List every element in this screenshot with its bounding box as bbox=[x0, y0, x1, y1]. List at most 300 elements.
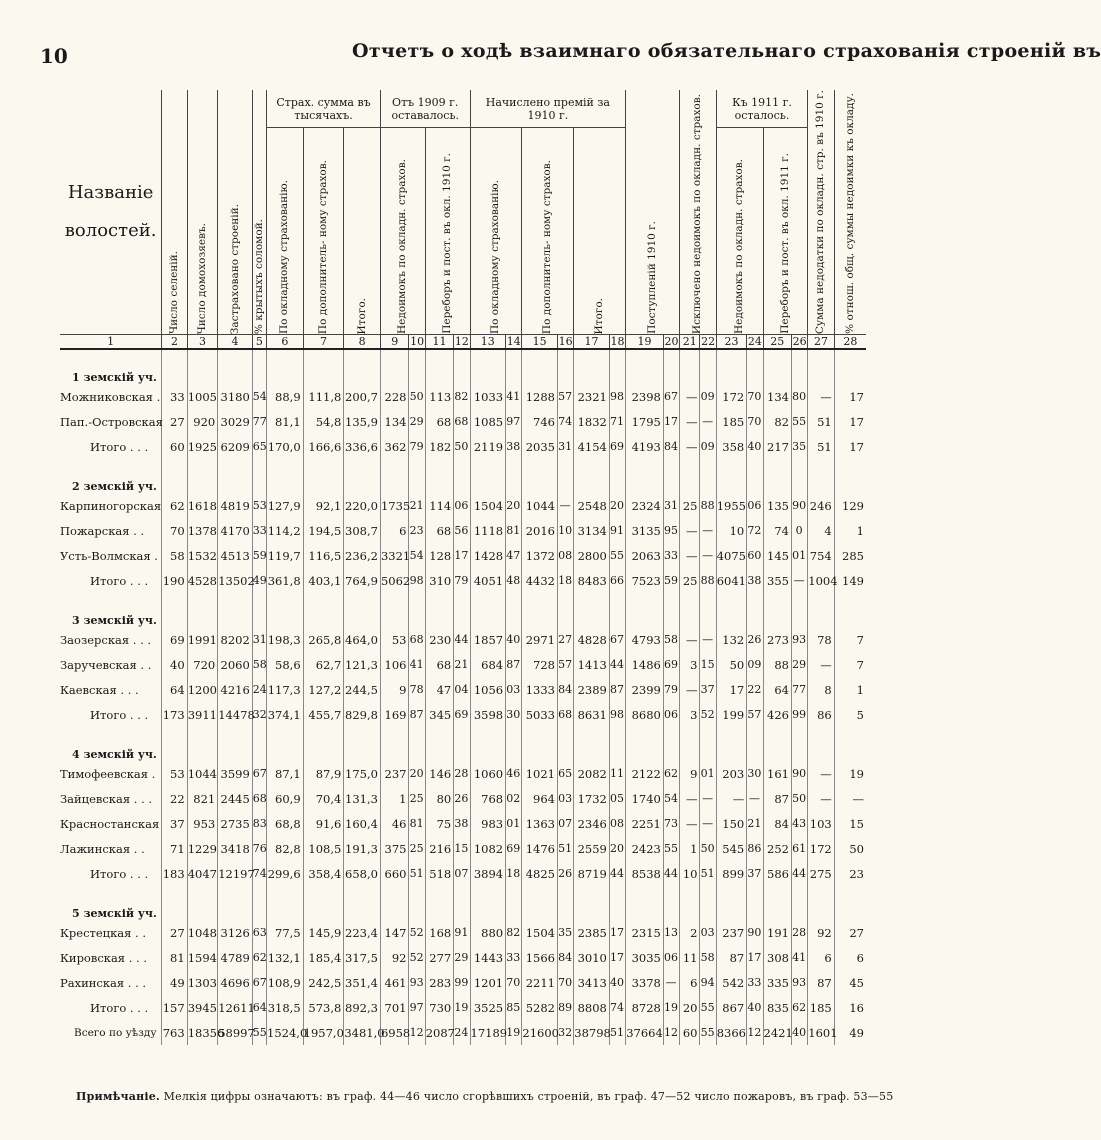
table-cell: 1413 bbox=[574, 652, 610, 677]
table-cell bbox=[763, 727, 791, 761]
table-cell: 2800 bbox=[574, 543, 610, 568]
table-cell: 44 bbox=[609, 652, 625, 677]
table-cell: 128 bbox=[425, 543, 453, 568]
table-cell: 1955 bbox=[716, 493, 747, 518]
column-number: 26 bbox=[792, 335, 807, 349]
table-cell: 62,7 bbox=[303, 652, 344, 677]
table-cell bbox=[162, 459, 187, 493]
table-cell: 93 bbox=[791, 627, 807, 652]
table-cell: 2423 bbox=[626, 836, 664, 861]
table-cell: 1832 bbox=[574, 409, 610, 434]
table-cell bbox=[747, 886, 763, 920]
table-cell: 84 bbox=[557, 945, 573, 970]
table-cell: 61 bbox=[791, 836, 807, 861]
table-cell bbox=[380, 593, 408, 627]
table-cell: 03 bbox=[700, 920, 716, 945]
table-cell: 3894 bbox=[470, 861, 506, 886]
table-cell: 4170 bbox=[218, 518, 253, 543]
table-cell: 88 bbox=[700, 568, 716, 593]
table-cell: 829,8 bbox=[344, 702, 381, 727]
table-cell: 32 bbox=[557, 1020, 573, 1045]
table-cell: 41 bbox=[506, 384, 522, 409]
table-cell: 1594 bbox=[187, 945, 218, 970]
column-number: 24 bbox=[747, 335, 762, 349]
table-cell: 355 bbox=[763, 568, 791, 593]
section-row bbox=[60, 459, 866, 493]
table-cell: 02 bbox=[506, 786, 522, 811]
table-cell: 1428 bbox=[470, 543, 506, 568]
table-cell: 40 bbox=[506, 627, 522, 652]
table-cell: 4789 bbox=[218, 945, 253, 970]
table-row bbox=[60, 945, 866, 970]
table-cell: 67 bbox=[252, 761, 266, 786]
table-cell bbox=[252, 459, 266, 493]
table-cell: 97 bbox=[506, 409, 522, 434]
table-cell bbox=[409, 459, 425, 493]
table-cell bbox=[791, 349, 807, 384]
column-number: 18 bbox=[610, 335, 625, 349]
table-cell: 40 bbox=[747, 434, 763, 459]
table-cell: 74 bbox=[252, 861, 266, 886]
table-cell: 6041 bbox=[716, 568, 747, 593]
column-number: 14 bbox=[506, 335, 521, 349]
table-cell: 1 bbox=[834, 518, 866, 543]
table-cell: 84 bbox=[663, 434, 679, 459]
table-cell: 1732 bbox=[574, 786, 610, 811]
premiums-1910-group-header: Начислено премій за 1910 г. bbox=[470, 90, 626, 127]
table-cell: 953 bbox=[187, 811, 218, 836]
table-cell: 701 bbox=[380, 995, 408, 1020]
table-cell: — bbox=[808, 652, 834, 677]
insurance-report-table bbox=[60, 90, 866, 1045]
table-cell: — bbox=[716, 786, 747, 811]
table-cell: 58997 bbox=[218, 1020, 253, 1045]
table-cell: 3598 bbox=[470, 702, 506, 727]
table-cell: 146 bbox=[425, 761, 453, 786]
table-cell bbox=[187, 727, 218, 761]
table-cell: 246 bbox=[808, 493, 834, 518]
table-cell bbox=[522, 593, 558, 627]
table-cell: 90 bbox=[791, 761, 807, 786]
table-cell: — bbox=[700, 518, 716, 543]
table-cell: 60 bbox=[680, 1020, 700, 1045]
table-cell: 37 bbox=[700, 677, 716, 702]
table-cell: 92,1 bbox=[303, 493, 344, 518]
table-cell bbox=[344, 459, 381, 493]
table-cell: 38798 bbox=[574, 1020, 610, 1045]
table-cell: 1735 bbox=[380, 493, 408, 518]
receipts-1910-header: Поступленій 1910 г. bbox=[646, 221, 659, 335]
volost-name: Итого . . . bbox=[90, 573, 149, 588]
table-cell: 75 bbox=[425, 811, 453, 836]
table-cell: 3 bbox=[680, 652, 700, 677]
table-cell: 5 bbox=[834, 702, 866, 727]
table-cell: 983 bbox=[470, 811, 506, 836]
table-cell: 198,3 bbox=[267, 627, 304, 652]
table-cell: 135,9 bbox=[344, 409, 381, 434]
table-cell: 4513 bbox=[218, 543, 253, 568]
table-cell: 33 bbox=[162, 384, 187, 409]
table-cell: 54 bbox=[409, 543, 425, 568]
table-cell: 40 bbox=[747, 995, 763, 1020]
table-cell: 06 bbox=[454, 493, 470, 518]
table-cell: 2251 bbox=[626, 811, 664, 836]
table-cell bbox=[267, 349, 304, 384]
table-cell bbox=[700, 886, 716, 920]
column-number: 23 bbox=[716, 335, 747, 350]
table-cell: 2346 bbox=[574, 811, 610, 836]
table-cell: 50 bbox=[791, 786, 807, 811]
table-cell: 86 bbox=[747, 836, 763, 861]
table-cell: 358,4 bbox=[303, 861, 344, 886]
table-cell: 23 bbox=[409, 518, 425, 543]
table-cell bbox=[303, 886, 344, 920]
table-cell bbox=[747, 727, 763, 761]
table-cell: 4 bbox=[808, 518, 834, 543]
table-cell: 82 bbox=[763, 409, 791, 434]
table-cell: 67 bbox=[252, 970, 266, 995]
table-cell: 71 bbox=[162, 836, 187, 861]
table-cell: 26 bbox=[747, 627, 763, 652]
table-cell: 880 bbox=[470, 920, 506, 945]
table-cell: 18 bbox=[506, 861, 522, 886]
table-cell: 68 bbox=[454, 409, 470, 434]
table-cell bbox=[267, 727, 304, 761]
section-row bbox=[60, 593, 866, 627]
table-cell: 573,8 bbox=[303, 995, 344, 1020]
column-number: 6 bbox=[267, 335, 304, 350]
table-cell: 6 bbox=[680, 970, 700, 995]
table-cell: 461 bbox=[380, 970, 408, 995]
table-cell: 38 bbox=[454, 811, 470, 836]
table-cell: 25 bbox=[680, 493, 700, 518]
table-cell: 20 bbox=[609, 493, 625, 518]
table-cell bbox=[506, 727, 522, 761]
table-cell bbox=[663, 886, 679, 920]
table-cell: 464,0 bbox=[344, 627, 381, 652]
table-cell: 88 bbox=[700, 493, 716, 518]
table-cell: 87,9 bbox=[303, 761, 344, 786]
volost-name: Итого . . . bbox=[90, 707, 149, 722]
table-cell: 2063 bbox=[626, 543, 664, 568]
table-cell: 37 bbox=[162, 811, 187, 836]
table-cell bbox=[522, 727, 558, 761]
table-cell: 22 bbox=[162, 786, 187, 811]
table-cell: 59 bbox=[252, 543, 266, 568]
table-cell: 169 bbox=[380, 702, 408, 727]
table-cell: 374,1 bbox=[267, 702, 304, 727]
table-cell: 19 bbox=[834, 761, 866, 786]
volost-name: Каевская . . . bbox=[60, 682, 139, 697]
table-cell: 518 bbox=[425, 861, 453, 886]
column-numbers-row bbox=[60, 335, 866, 350]
table-cell: 173 bbox=[162, 702, 187, 727]
column-number: 4 bbox=[218, 335, 253, 350]
table-cell: 265,8 bbox=[303, 627, 344, 652]
table-cell: 131,3 bbox=[344, 786, 381, 811]
table-cell: — bbox=[808, 761, 834, 786]
table-cell: 29 bbox=[454, 945, 470, 970]
table-cell: 19 bbox=[663, 995, 679, 1020]
table-cell: 60 bbox=[747, 543, 763, 568]
table-cell: 15 bbox=[834, 811, 866, 836]
table-cell: 2398 bbox=[626, 384, 664, 409]
table-cell bbox=[380, 459, 408, 493]
table-cell: 121,3 bbox=[344, 652, 381, 677]
table-cell bbox=[470, 593, 506, 627]
table-cell bbox=[557, 886, 573, 920]
table-cell: 91 bbox=[609, 518, 625, 543]
table-cell: 5062 bbox=[380, 568, 408, 593]
column-number: 9 bbox=[380, 335, 408, 350]
table-cell: 24 bbox=[454, 1020, 470, 1045]
table-cell bbox=[763, 593, 791, 627]
table-cell: 821 bbox=[187, 786, 218, 811]
table-cell: 67 bbox=[663, 384, 679, 409]
table-cell bbox=[663, 349, 679, 384]
column-number: 22 bbox=[701, 335, 716, 349]
table-cell: 2016 bbox=[522, 518, 558, 543]
table-cell: 1333 bbox=[522, 677, 558, 702]
table-cell: 237 bbox=[716, 920, 747, 945]
table-cell: 336,6 bbox=[344, 434, 381, 459]
table-cell: 89 bbox=[557, 995, 573, 1020]
column-number: 10 bbox=[410, 335, 425, 349]
table-cell: 170,0 bbox=[267, 434, 304, 459]
table-cell: 46 bbox=[506, 761, 522, 786]
table-cell: 31 bbox=[663, 493, 679, 518]
table-cell bbox=[344, 593, 381, 627]
table-cell: 1740 bbox=[626, 786, 664, 811]
table-cell: 728 bbox=[522, 652, 558, 677]
table-cell: 17 bbox=[663, 409, 679, 434]
table-cell bbox=[425, 727, 453, 761]
table-cell: 4828 bbox=[574, 627, 610, 652]
table-cell: 1991 bbox=[187, 627, 218, 652]
table-cell: 73 bbox=[663, 811, 679, 836]
table-cell: 132 bbox=[716, 627, 747, 652]
table-cell: — bbox=[663, 970, 679, 995]
table-cell bbox=[454, 593, 470, 627]
table-cell: 129 bbox=[834, 493, 866, 518]
table-cell: 52 bbox=[409, 920, 425, 945]
table-cell bbox=[303, 727, 344, 761]
table-cell: 62 bbox=[162, 493, 187, 518]
table-cell bbox=[425, 459, 453, 493]
table-cell: 2082 bbox=[574, 761, 610, 786]
table-cell: 58,6 bbox=[267, 652, 304, 677]
table-cell bbox=[187, 593, 218, 627]
table-cell: 2735 bbox=[218, 811, 253, 836]
table-cell: 27 bbox=[162, 409, 187, 434]
table-cell: 12611 bbox=[218, 995, 253, 1020]
table-cell: 116,5 bbox=[303, 543, 344, 568]
table-cell: 1229 bbox=[187, 836, 218, 861]
table-cell: 04 bbox=[454, 677, 470, 702]
table-cell bbox=[470, 886, 506, 920]
table-cell: 97 bbox=[409, 995, 425, 1020]
table-cell: 4793 bbox=[626, 627, 664, 652]
table-cell: 4051 bbox=[470, 568, 506, 593]
table-cell: 658,0 bbox=[344, 861, 381, 886]
table-cell bbox=[574, 886, 610, 920]
table-cell: 74 bbox=[609, 995, 625, 1020]
table-cell: — bbox=[680, 518, 700, 543]
table-cell: 7 bbox=[834, 627, 866, 652]
table-cell: 69 bbox=[506, 836, 522, 861]
table-cell bbox=[763, 349, 791, 384]
table-cell: 90 bbox=[747, 920, 763, 945]
table-cell: 55 bbox=[791, 409, 807, 434]
table-cell: 53 bbox=[252, 493, 266, 518]
table-cell bbox=[626, 349, 664, 384]
column-number: 1 bbox=[60, 335, 162, 350]
table-cell: 8680 bbox=[626, 702, 664, 727]
table-cell: 31 bbox=[557, 434, 573, 459]
table-row bbox=[60, 970, 866, 995]
column-number: 7 bbox=[303, 335, 344, 350]
table-cell: 8 bbox=[808, 677, 834, 702]
table-cell bbox=[808, 886, 834, 920]
table-cell: 33 bbox=[747, 970, 763, 995]
table-row bbox=[60, 384, 866, 409]
table-cell: 1601 bbox=[808, 1020, 834, 1045]
table-cell: 49 bbox=[252, 568, 266, 593]
table-cell: 3911 bbox=[187, 702, 218, 727]
table-cell: 07 bbox=[454, 861, 470, 886]
table-cell: 77 bbox=[252, 409, 266, 434]
page-number: 10 bbox=[40, 44, 68, 68]
table-cell bbox=[791, 727, 807, 761]
arrears-ratio-header: % отнош. общ. суммы недоимки къ окладу. bbox=[843, 93, 856, 335]
table-cell: 182 bbox=[425, 434, 453, 459]
table-cell: 3029 bbox=[218, 409, 253, 434]
table-cell: 2321 bbox=[574, 384, 610, 409]
table-cell bbox=[162, 593, 187, 627]
table-cell: 24 bbox=[252, 677, 266, 702]
table-cell: 1857 bbox=[470, 627, 506, 652]
table-cell: 51 bbox=[700, 861, 716, 886]
remaining-1909-group-header: Отъ 1909 г. оставалось. bbox=[380, 90, 470, 127]
table-cell: 33 bbox=[252, 518, 266, 543]
table-cell: 44 bbox=[454, 627, 470, 652]
table-cell: 84 bbox=[557, 677, 573, 702]
table-cell: 746 bbox=[522, 409, 558, 434]
table-cell: — bbox=[700, 786, 716, 811]
table-cell: 64 bbox=[763, 677, 791, 702]
table-cell: 46 bbox=[380, 811, 408, 836]
table-cell: — bbox=[700, 543, 716, 568]
table-cell: 3378 bbox=[626, 970, 664, 995]
table-cell: 106 bbox=[380, 652, 408, 677]
table-row bbox=[60, 811, 866, 836]
table-cell bbox=[763, 459, 791, 493]
volost-name: Пожарская . . bbox=[60, 523, 145, 538]
table-cell: 17 bbox=[716, 677, 747, 702]
table-cell: 32 bbox=[252, 702, 266, 727]
table-cell: 3599 bbox=[218, 761, 253, 786]
table-cell: — bbox=[680, 434, 700, 459]
table-cell: 64 bbox=[162, 677, 187, 702]
table-cell: 55 bbox=[663, 836, 679, 861]
table-cell: 8728 bbox=[626, 995, 664, 1020]
table-cell: — bbox=[808, 786, 834, 811]
table-cell: 70 bbox=[747, 384, 763, 409]
table-cell: 2060 bbox=[218, 652, 253, 677]
table-cell bbox=[454, 459, 470, 493]
table-cell: 55 bbox=[700, 1020, 716, 1045]
table-cell: 90 bbox=[791, 493, 807, 518]
table-cell: 2559 bbox=[574, 836, 610, 861]
table-cell: 6 bbox=[380, 518, 408, 543]
table-cell: 455,7 bbox=[303, 702, 344, 727]
table-cell: 68 bbox=[252, 786, 266, 811]
table-cell bbox=[680, 459, 700, 493]
table-cell bbox=[626, 727, 664, 761]
table-cell: 95 bbox=[663, 518, 679, 543]
table-cell: 76 bbox=[252, 836, 266, 861]
table-row bbox=[60, 677, 866, 702]
table-cell bbox=[663, 459, 679, 493]
table-cell: 35 bbox=[791, 434, 807, 459]
table-cell: 1201 bbox=[470, 970, 506, 995]
table-cell: 3525 bbox=[470, 995, 506, 1020]
table-cell: 54 bbox=[252, 384, 266, 409]
table-cell: 62 bbox=[663, 761, 679, 786]
table-cell: 1021 bbox=[522, 761, 558, 786]
table-cell bbox=[680, 349, 700, 384]
table-cell bbox=[470, 459, 506, 493]
table-cell: 2035 bbox=[522, 434, 558, 459]
table-cell: 5033 bbox=[522, 702, 558, 727]
insured-sum-group-header: Страх. сумма въ тысячахъ. bbox=[267, 90, 381, 127]
table-cell: 06 bbox=[747, 493, 763, 518]
table-cell: 65 bbox=[252, 434, 266, 459]
table-cell: 68 bbox=[425, 409, 453, 434]
table-cell: 44 bbox=[791, 861, 807, 886]
column-number: 19 bbox=[626, 335, 664, 350]
table-cell: 44 bbox=[663, 861, 679, 886]
insured-buildings-header: Застраховано строеній. bbox=[228, 203, 241, 335]
table-cell: 13 bbox=[663, 920, 679, 945]
table-cell: 2445 bbox=[218, 786, 253, 811]
table-cell bbox=[506, 593, 522, 627]
table-cell: 1504 bbox=[522, 920, 558, 945]
table-cell: 2971 bbox=[522, 627, 558, 652]
table-cell: 194,5 bbox=[303, 518, 344, 543]
table-cell: 3010 bbox=[574, 945, 610, 970]
table-cell: 21 bbox=[409, 493, 425, 518]
table-cell bbox=[522, 349, 558, 384]
table-cell: 35 bbox=[557, 920, 573, 945]
table-row bbox=[60, 761, 866, 786]
table-cell: 27 bbox=[557, 627, 573, 652]
table-cell bbox=[557, 459, 573, 493]
volost-name: Заозерская . . . bbox=[60, 632, 152, 647]
table-cell bbox=[574, 459, 610, 493]
table-cell bbox=[454, 886, 470, 920]
table-cell: 58 bbox=[663, 627, 679, 652]
table-cell: 145 bbox=[763, 543, 791, 568]
table-cell bbox=[252, 593, 266, 627]
table-cell: 6 bbox=[834, 945, 866, 970]
table-cell: — bbox=[680, 384, 700, 409]
table-cell: 1288 bbox=[522, 384, 558, 409]
table-cell: 91 bbox=[454, 920, 470, 945]
table-cell bbox=[557, 349, 573, 384]
table-cell bbox=[747, 593, 763, 627]
table-cell: 113 bbox=[425, 384, 453, 409]
